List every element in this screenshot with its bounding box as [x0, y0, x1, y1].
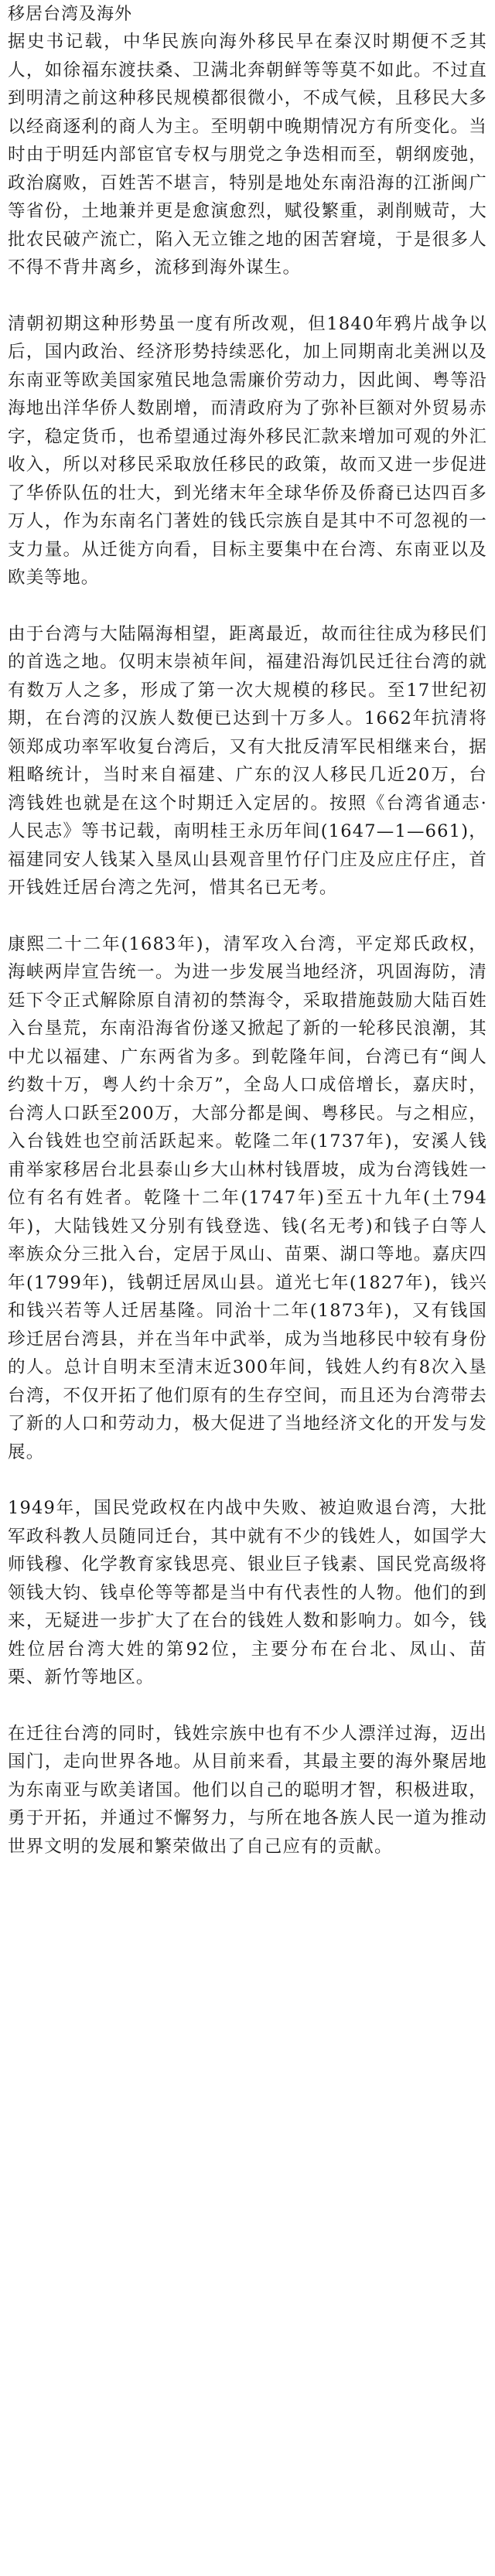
- paragraph-gap: [8, 592, 487, 620]
- paragraph-gap: [8, 1466, 487, 1494]
- paragraph-gap: [8, 902, 487, 930]
- paragraph-4: 康熙二十二年(1683年)，清军攻入台湾，平定郑氏政权，海峡两岸宣告统一。为进一步发展当地经济，巩固海防，清廷下令正式解除原自清初的禁海令，采取措施鼓励大陆百姓入台垦荒，东南沿海省份遂又掀起了新的一轮移民浪潮，其中尤以福建、广东两省为多。到乾隆年间，台湾已有“闽人约数十万，粤人约十余万”，全岛人口成倍增长，嘉庆时，台湾人口跃至200万，大部分都是闽、粤移民。与之相应，入台钱姓也空前活跃起来。乾隆二年(1737年)，安溪人钱甫举家移居台北县泰山乡大山林村钱厝坡，成为台湾钱姓一位有名有姓者。乾隆十二年(1747年)至五十九年(土794年)，大陆钱姓又分别有钱登选、钱(名无考)和钱子白等人率族众分三批入台，定居于凤山、苗栗、湖口等地。嘉庆四年(1799年)，钱朝迁居凤山县。道光七年(1827年)，钱兴和钱兴若等人迁居基隆。同治十二年(1873年)，又有钱国珍迁居台湾县，并在当年中武举，成为当地移民中较有身份的人。总计自明末至清末近300年间，钱姓人约有8次入垦台湾，不仅开拓了他们原有的生存空间，而且还为台湾带去了新的人口和劳动力，极大促进了当地经济文化的开发与发展。: [8, 933, 487, 1462]
- section-title: 移居台湾及海外: [8, 5, 133, 24]
- paragraph-5: 1949年，国民党政权在内战中失败、被迫败退台湾，大批军政科教人员随同迁台，其中就有不少的钱姓人，如国学大师钱穆、化学教育家钱思亮、银业巨子钱素、国民党高级将领钱大钧、钱卓伦等等都是当中有代表性的人物。他们的到来，无疑进一步扩大了在台的钱姓人数和影响力。如今，钱姓位居台湾大姓的第92位，主要分布在台北、凤山、苗栗、新竹等地区。: [8, 1498, 487, 1687]
- paragraph-gap: [8, 1692, 487, 1720]
- paragraph-3: 由于台湾与大陆隔海相望，距离最近，故而往往成为移民们的首选之地。仅明末崇祯年间，福建沿海饥民迁往台湾的就有数万人之多，形成了第一次大规模的移民。至17世纪初期，在台湾的汉族人数便已达到十万多人。1662年抗清将领郑成功率军收复台湾后，又有大批反清军民相继来台，据粗略统计，当时来自福建、广东的汉人移民几近20万，台湾钱姓也就是在这个时期迁入定居的。按照《台湾省通志·人民志》等书记载，南明桂王永历年间(1647—1—661)，福建同安人钱某入垦凤山县观音里竹仔门庄及应庄仔庄，首开钱姓迁居台湾之先河，惜其名已无考。: [8, 623, 487, 898]
- article: [8, 3, 487, 1861]
- paragraph-2: 清朝初期这种形势虽一度有所改观，但1840年鸦片战争以后，国内政治、经济形势持续恶化，加上同期南北美洲以及东南亚等欧美国家殖民地急需廉价劳动力，因此闽、粤等沿海地出洋华侨人数剧增，而清政府为了弥补巨额对外贸易赤字，稳定货币，也希望通过海外移民汇款来增加可观的外汇收入，所以对移民采取放任移民的政策，故而又进一步促进了华侨队伍的壮大，到光绪末年全球华侨及侨裔已达四百多万人，作为东南名门著姓的钱氏宗族自是其中不可忽视的一支力量。从迁徙方向看，目标主要集中在台湾、东南亚以及欧美等地。: [8, 313, 487, 588]
- paragraph-1: 据史书记载，中华民族向海外移民早在秦汉时期便不乏其人，如徐福东渡扶桑、卫满北奔朝鲜等等莫不如此。不过直到明清之前这种移民规模都很微小，不成气候，且移民大多以经商逐利的商人为主。至明朝中晚期情况方有所变化。当时由于明廷内部宦官专权与朋党之争迭相而至，朝纲废弛，政治腐败，百姓苦不堪言，特别是地处东南沿海的江浙闽广等省份，土地兼并更是愈演愈烈，赋役繁重，剥削贼苛，大批农民破产流亡，陷入无立锥之地的困苦窘境，于是很多人不得不背井离乡，流移到海外谋生。: [8, 32, 487, 278]
- paragraph-gap: [8, 282, 487, 310]
- paragraph-6: 在迁往台湾的同时，钱姓宗族中也有不少人漂洋过海，迈出国门，走向世界各地。从目前来看，其最主要的海外聚居地为东南亚与欧美诸国。他们以自己的聪明才智，积极进取，勇于开拓，并通过不懈努力，与所在地各族人民一道为推动世界文明的发展和繁荣做出了自己应有的贡献。: [8, 1723, 487, 1857]
